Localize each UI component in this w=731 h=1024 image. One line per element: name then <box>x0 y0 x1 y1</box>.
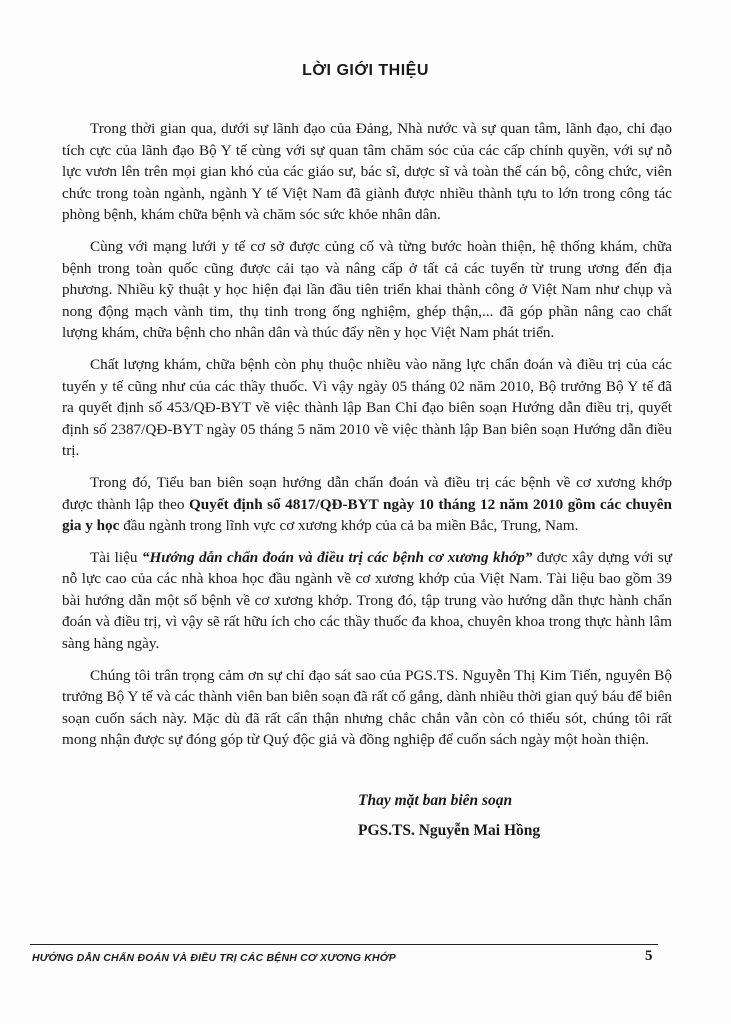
paragraph-4-post: đầu ngành trong lĩnh vực cơ xương khớp của cả ba miền Bắc, Trung, Nam. <box>119 517 579 535</box>
paragraph-4 <box>62 472 672 537</box>
book-title: “Hướng dẫn chẩn đoán và điều trị các bệnh cơ xương khớp” <box>141 548 533 566</box>
paragraph-1: Trong thời gian qua, dưới sự lãnh đạo của Đảng, Nhà nước và sự quan tâm, lãnh đạo, chỉ đạo tích cực của lãnh đạo Bộ Y tế cùng với sự quan tâm chăm sóc của các cấp chính quyền, với sự nỗ lực vươn lên trên mọi gian khó của các giáo sư, bác sĩ, dược sĩ và toàn thể cán bộ, công chức, viên chức trong toàn ngành, ngành Y tế Việt Nam đã giành được nhiều thành tựu to lớn trong công tác phòng bệnh, khám chữa bệnh và chăm sóc sức khỏe nhân dân. <box>62 120 672 224</box>
footer-divider <box>30 944 658 945</box>
paragraph-6: Chúng tôi trân trọng cảm ơn sự chỉ đạo sát sao của PGS.TS. Nguyễn Thị Kim Tiến, nguyên Bộ trưởng Bộ Y tế và các thành viên ban biên soạn đã rất cố gắng, dành nhiều thời gian quý báu để biên soạn cuốn sách này. Mặc dù đã rất cẩn thận nhưng chắc chắn vẫn còn có thiếu sót, chúng tôi rất mong nhận được sự đóng góp từ Quý độc giả và đồng nghiệp để cuốn sách ngày một hoàn thiện. <box>62 666 672 749</box>
signature-block <box>358 786 540 846</box>
paragraph-4-pre: Trong đó, Tiểu ban biên soạn hướng dẫn chẩn đoán và điều trị các bệnh về cơ xương khớp được thành lập theo <box>62 473 672 513</box>
body-text <box>62 118 672 761</box>
page-title: LỜI GIỚI THIỆU <box>302 62 429 79</box>
decision-reference: Quyết định số 4817/QĐ-BYT ngày 10 tháng 12 năm 2010 gồm các chuyên gia y học <box>62 495 672 535</box>
page-number: 5 <box>645 948 653 964</box>
paragraph-5-pre: Tài liệu <box>90 548 142 566</box>
signature-name: PGS.TS. Nguyễn Mai Hồng <box>358 822 541 839</box>
paragraph-2: Cùng với mạng lưới y tế cơ sở được củng cố và từng bước hoàn thiện, hệ thống khám, chữa bệnh trong toàn quốc cũng được cải tạo và nâng cấp ở tất cả các tuyến từ trung ương đến địa phương. Nhiều kỹ thuật y học hiện đại lần đầu tiên triển khai thành công ở Việt Nam như chụp và nong động mạch vành tim, thụ tinh trong ống nghiệm, ghép thận,... đã góp phần nâng cao chất lượng khám, chữa bệnh cho nhân dân và thúc đẩy nền y học Việt Nam phát triển. <box>62 237 672 342</box>
paragraph-5 <box>62 547 672 655</box>
paragraph-5-post: được xây dựng với sự nỗ lực cao của các nhà khoa học đầu ngành về cơ xương khớp của Việt Nam. Tài liệu bao gồm 39 bài hướng dẫn một số bệnh về cơ xương khớp. Trong đó, tập trung vào hướng dẫn thực hành chẩn đoán và điều trị, vì vậy sẽ rất hữu ích cho các thầy thuốc đa khoa, chuyên khoa trong thực hành lâm sàng hàng ngày. <box>62 548 673 653</box>
footer-running-title: HƯỚNG DẪN CHẨN ĐOÁN VÀ ĐIỀU TRỊ CÁC BỆNH CƠ XƯƠNG KHỚP <box>32 952 396 964</box>
signature-role: Thay mặt ban biên soạn <box>358 792 513 809</box>
paragraph-3: Chất lượng khám, chữa bệnh còn phụ thuộc nhiều vào năng lực chẩn đoán và điều trị của các tuyến y tế cũng như của các thầy thuốc. Vì vậy ngày 05 tháng 02 năm 2010, Bộ trưởng Bộ Y tế đã ra quyết định số 453/QĐ-BYT về việc thành lập Ban Chỉ đạo biên soạn Hướng dẫn điều trị, quyết định số 2387/QĐ-BYT ngày 05 tháng 5 năm 2010 về việc thành lập Ban biên soạn Hướng dẫn điều trị. <box>62 355 672 460</box>
